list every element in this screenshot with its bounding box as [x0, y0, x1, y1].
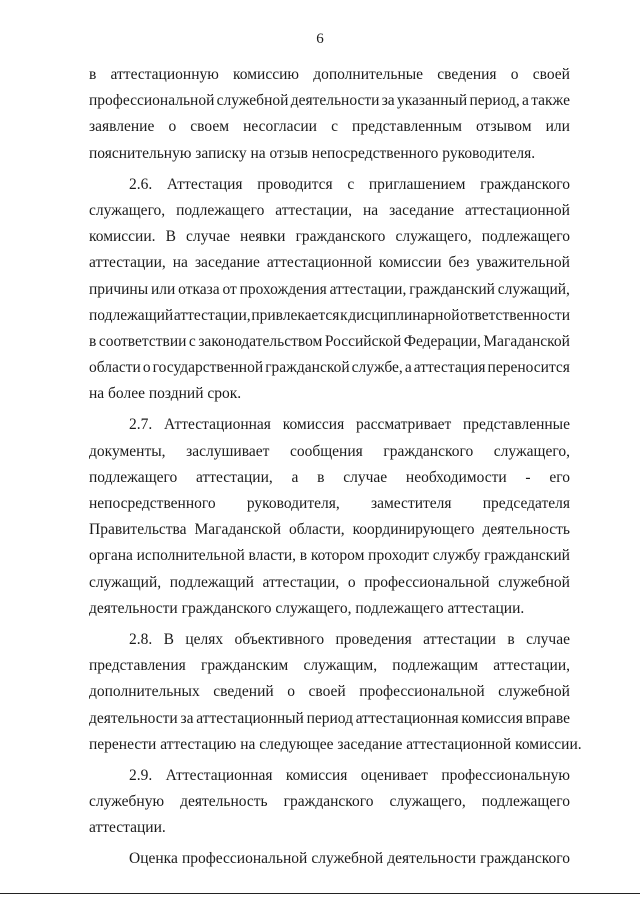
- text-line: деятельности гражданского служащего, подлежащего аттестации.: [89, 599, 525, 617]
- text-line: документы, заслушивает сообщения гражданского служащего,: [89, 442, 570, 460]
- text-line: аттестации.: [89, 819, 166, 837]
- paragraph-p-2-9: [89, 763, 570, 842]
- text-line: служащий, подлежащий аттестации, о профессиональной служебной: [89, 573, 570, 591]
- text-line: в соответствии с законодательством Российской Федерации, Магаданской: [89, 332, 570, 350]
- text-line: на более поздний срок.: [89, 385, 242, 403]
- text-line: заявление о своем несогласии с представленным отзывом или: [89, 118, 570, 136]
- text-line: 2.7. Аттестационная комиссия рассматривает представленные: [129, 416, 570, 434]
- text-line: причины или отказа от прохождения аттестации, гражданский служащий,: [89, 280, 570, 298]
- text-line: комиссии. В случае неявки гражданского служащего, подлежащего: [89, 228, 570, 246]
- paragraph-p-evaluation: [89, 846, 570, 872]
- page-bottom-rule: [0, 893, 640, 894]
- text-line: 2.6. Аттестация проводится с приглашением гражданского: [129, 175, 570, 193]
- text-line: в аттестационную комиссию дополнительные сведения о своей: [89, 66, 570, 83]
- text-line: подлежащий аттестации, привлекается к дисциплинарной ответственности: [89, 306, 570, 324]
- text-line: аттестации, на заседание аттестационной комиссии без уважительной: [89, 254, 570, 272]
- text-line: Правительства Магаданской области, координирующего деятельность: [89, 521, 570, 539]
- text-line: подлежащего аттестации, а в случае необходимости - его: [89, 468, 570, 486]
- text-line: деятельности за аттестационный период аттестационная комиссия вправе: [89, 709, 570, 727]
- text-line: дополнительных сведений о своей профессиональной служебной: [89, 683, 570, 701]
- document-body: [89, 62, 582, 873]
- text-line: 2.9. Аттестационная комиссия оценивает профессиональную: [129, 766, 570, 784]
- text-line: Оценка профессиональной служебной деятельности гражданского: [129, 850, 570, 868]
- text-line: 2.8. В целях объективного проведения аттестации в случае: [129, 630, 570, 648]
- paragraph-p-2-8: [89, 627, 582, 758]
- paragraph-p-2-6: [89, 172, 570, 408]
- text-line: перенести аттестацию на следующее заседание аттестационной комиссии.: [89, 735, 582, 753]
- text-line: служебную деятельность гражданского служащего, подлежащего: [89, 793, 570, 811]
- page-number: 6: [316, 31, 324, 47]
- text-line: пояснительную записку на отзыв непосредственного руководителя.: [89, 144, 536, 162]
- text-line: органа исполнительной власти, в котором проходит службу гражданский: [89, 547, 570, 565]
- text-line: служащего, подлежащего аттестации, на заседание аттестационной: [89, 201, 570, 219]
- text-line: области о государственной гражданской службе, а аттестация переносится: [89, 359, 570, 377]
- text-line: профессиональной служебной деятельности за указанный период, а также: [89, 92, 570, 110]
- text-line: непосредственного руководителя, заместителя председателя: [89, 495, 570, 512]
- text-line: представления гражданским служащим, подлежащим аттестации,: [89, 657, 570, 675]
- paragraph-p-continuation: [89, 62, 570, 167]
- paragraph-p-2-7: [89, 412, 570, 622]
